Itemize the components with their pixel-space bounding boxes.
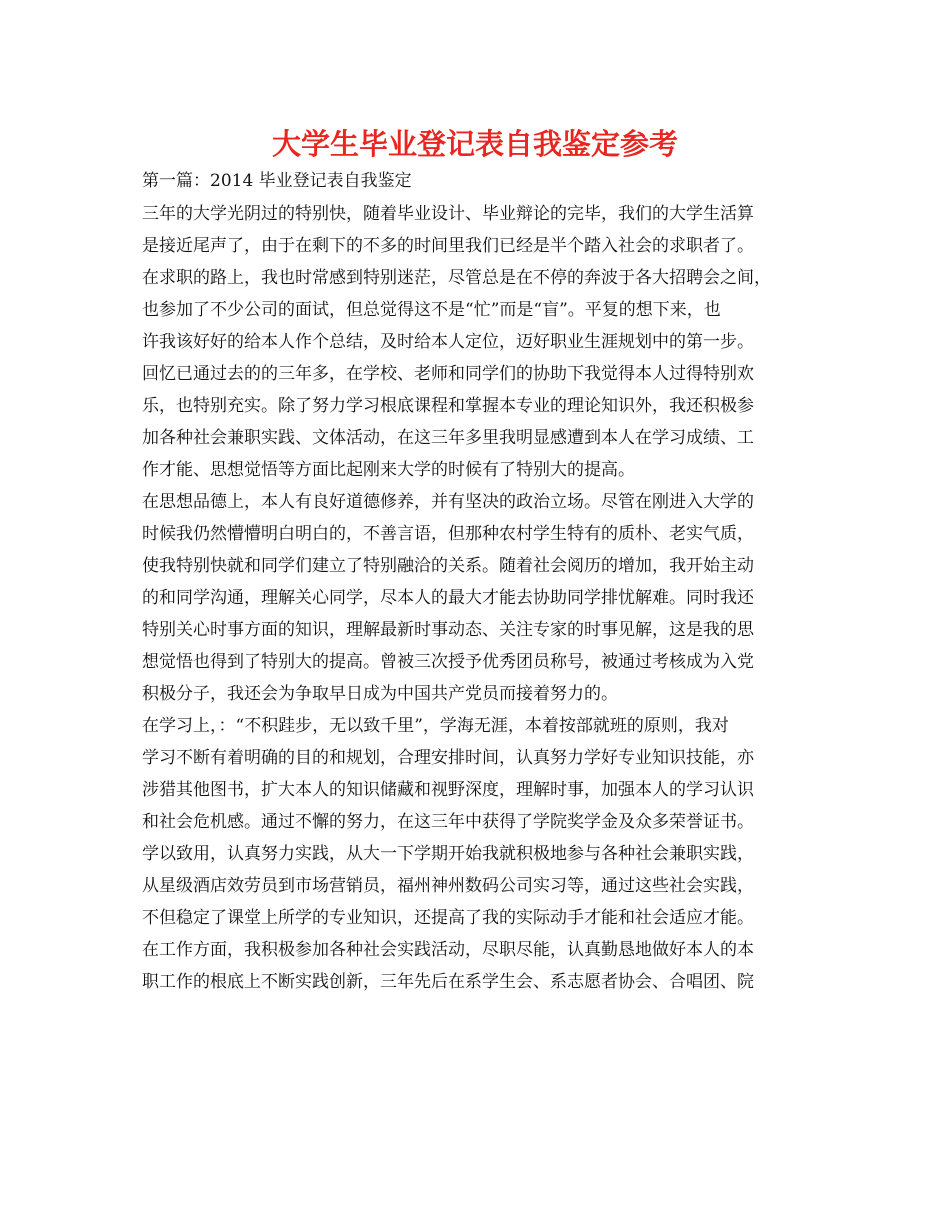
body-line: 想觉悟也得到了特别大的提高。曾被三次授予优秀团员称号，被通过考核成为入党 (142, 652, 754, 672)
body-line: 在工作方面，我积极参加各种社会实践活动，尽职尽能，认真勤恳地做好本人的本 (142, 940, 754, 960)
body-line: 乐，也特别充实。除了努力学习根底课程和掌握本专业的理论知识外，我还积极参 (142, 396, 754, 416)
body-line: 时候我仍然懵懵明白明白的，不善言语，但那种农村学生特有的质朴、老实气质， (142, 524, 754, 544)
document-title: 大学生毕业登记表自我鉴定参考 (271, 127, 678, 161)
body-line: 不但稳定了课堂上所学的专业知识，还提高了我的实际动手才能和社会适应才能。 (142, 908, 754, 928)
body-line: 使我特别快就和同学们建立了特别融洽的关系。随着社会阅历的增加，我开始主动 (142, 556, 754, 576)
body-line: 在学习上，：“不积跬步，无以致千里”，学海无涯，本着按部就班的原则，我对 (142, 716, 729, 736)
body-line: 学习不断有着明确的目的和规划，合理安排时间，认真努力学好专业知识技能，亦 (142, 748, 754, 768)
body-line: 从星级酒店效劳员到市场营销员，福州神州数码公司实习等，通过这些社会实践， (142, 876, 754, 896)
body-line: 涉猎其他图书，扩大本人的知识储藏和视野深度，理解时事，加强本人的学习认识 (142, 780, 754, 800)
body-line: 回忆已通过去的的三年多，在学校、老师和同学们的协助下我觉得本人过得特别欢 (142, 364, 754, 384)
body-line: 积极分子，我还会为争取早日成为中国共产党员而接着努力的。 (142, 684, 618, 704)
body-line: 加各种社会兼职实践、文体活动，在这三年多里我明显感遭到本人在学习成绩、工 (142, 428, 754, 448)
body-line: 职工作的根底上不断实践创新，三年先后在系学生会、系志愿者协会、合唱团、院 (142, 972, 754, 992)
body-line: 和社会危机感。通过不懈的努力，在这三年中获得了学院奖学金及众多荣誉证书。 (142, 812, 754, 832)
body-line: 许我该好好的给本人作个总结，及时给本人定位，迈好职业生涯规划中的第一步。 (142, 332, 754, 352)
body-line: 在思想品德上，本人有良好道德修养，并有坚决的政治立场。尽管在刚进入大学的 (142, 492, 754, 512)
document-body (142, 168, 812, 998)
section-heading: 第一篇：2014 毕业登记表自我鉴定 (142, 171, 412, 191)
body-line: 特别关心时事方面的知识，理解最新时事动态、关注专家的时事见解，这是我的思 (142, 620, 754, 640)
body-line: 在求职的路上，我也时常感到特别迷茫，尽管总是在不停的奔波于各大招聘会之间， (142, 268, 771, 288)
body-line: 的和同学沟通，理解关心同学，尽本人的最大才能去协助同学排忧解难。同时我还 (142, 588, 754, 608)
body-line: 学以致用，认真努力实践，从大一下学期开始我就积极地参与各种社会兼职实践， (142, 844, 754, 864)
body-line: 是接近尾声了，由于在剩下的不多的时间里我们已经是半个踏入社会的求职者了。 (142, 236, 754, 256)
body-lines (142, 198, 812, 998)
body-line: 也参加了不少公司的面试，但总觉得这不是“忙”而是“盲”。平复的想下来，也 (142, 300, 721, 320)
body-line: 三年的大学光阴过的特别快，随着毕业设计、毕业辩论的完毕，我们的大学生活算 (142, 204, 754, 224)
body-line: 作才能、思想觉悟等方面比起刚来大学的时候有了特别大的提高。 (142, 460, 635, 480)
